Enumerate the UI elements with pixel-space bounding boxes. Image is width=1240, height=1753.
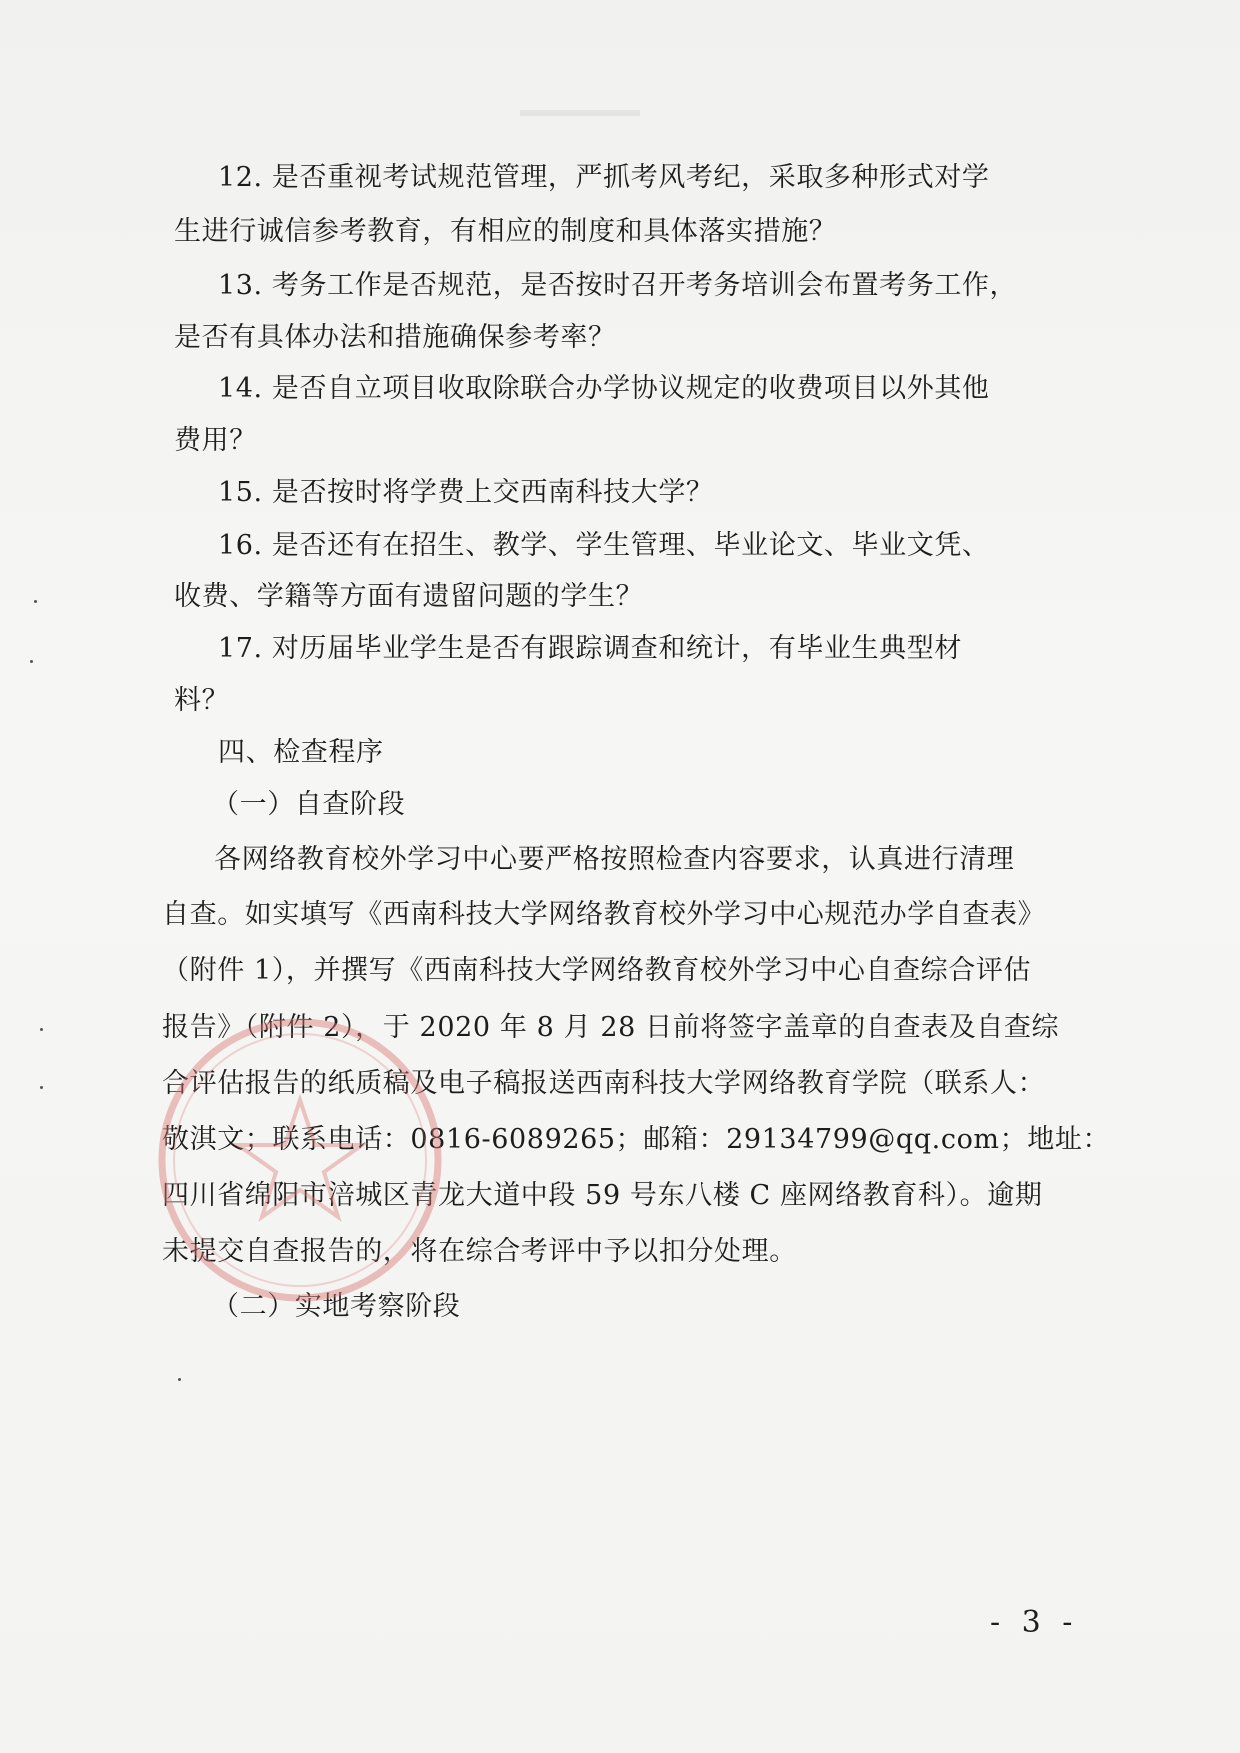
- official-seal-icon: [150, 1010, 450, 1310]
- text-line: 料？: [174, 685, 230, 716]
- text-line: 13. 考务工作是否规范，是否按时召开考务培训会布置考务工作，: [218, 270, 1018, 301]
- subsection-heading: （一）自查阶段: [212, 789, 406, 820]
- text-line: 14. 是否自立项目收取除联合办学协议规定的收费项目以外其他: [218, 373, 990, 404]
- text-line: （附件 1），并撰写《西南科技大学网络教育校外学习中心自查综合评估: [162, 955, 1032, 986]
- scan-dot: [34, 600, 37, 603]
- text-line: 收费、学籍等方面有遗留问题的学生？: [174, 581, 644, 612]
- text-line: 12. 是否重视考试规范管理，严抓考风考纪，采取多种形式对学: [218, 162, 990, 193]
- text-line: 敬淇文；联系电话：0816-6089265；邮箱：29134799@qq.com；地址：: [162, 1124, 1111, 1155]
- text-line: 是否有具体办法和措施确保参考率？: [174, 322, 616, 353]
- section-heading: 四、检查程序: [218, 737, 384, 768]
- text-line: 自查。如实填写《西南科技大学网络教育校外学习中心规范办学自查表》: [162, 899, 1046, 930]
- scan-dot: [40, 1086, 43, 1089]
- text-line: 报告》（附件 2），于 2020 年 8 月 28 日前将签字盖章的自查表及自查综: [162, 1012, 1060, 1043]
- text-line: 合评估报告的纸质稿及电子稿报送西南科技大学网络教育学院（联系人：: [162, 1068, 1046, 1099]
- text-line: 生进行诚信参考教育，有相应的制度和具体落实措施？: [174, 216, 837, 247]
- text-line: 15. 是否按时将学费上交西南科技大学？: [218, 477, 714, 508]
- scan-dot: [178, 1378, 181, 1381]
- text-line: 未提交自查报告的，将在综合考评中予以扣分处理。: [162, 1236, 797, 1267]
- scan-dot: [40, 1028, 43, 1031]
- page-number: - 3 -: [990, 1605, 1079, 1640]
- subsection-heading: （二）实地考察阶段: [212, 1291, 461, 1322]
- text-line: 各网络教育校外学习中心要严格按照检查内容要求，认真进行清理: [214, 844, 1015, 875]
- text-line: 费用？: [174, 425, 257, 456]
- text-line: 四川省绵阳市涪城区青龙大道中段 59 号东八楼 C 座网络教育科）。逾期: [162, 1180, 1043, 1211]
- scan-dot: [30, 660, 33, 663]
- bleed-through-mark: [520, 110, 640, 116]
- text-line: 17. 对历届毕业学生是否有跟踪调查和统计，有毕业生典型材: [218, 633, 962, 664]
- text-line: 16. 是否还有在招生、教学、学生管理、毕业论文、毕业文凭、: [218, 530, 990, 561]
